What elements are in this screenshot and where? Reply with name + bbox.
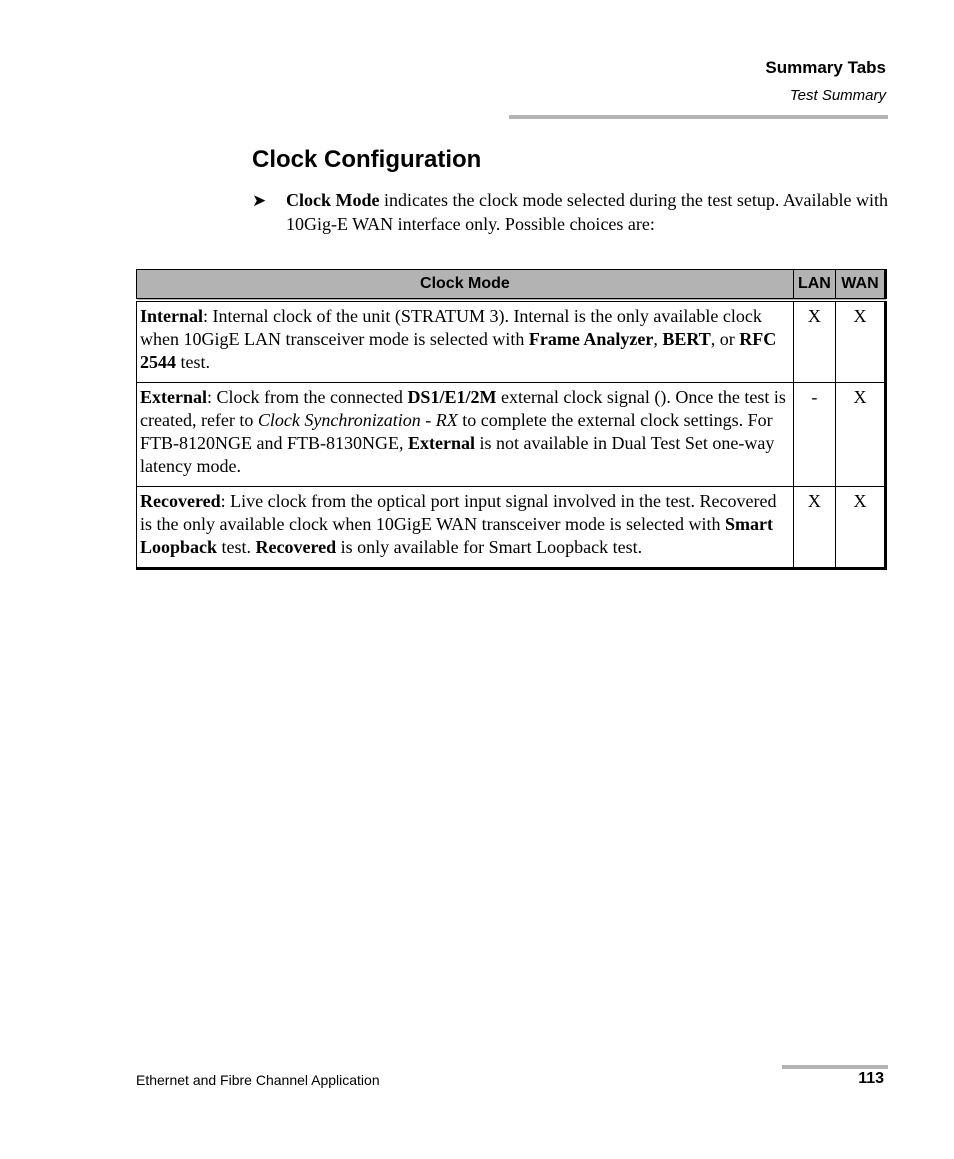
page-title: Clock Configuration — [252, 146, 482, 173]
header-wan: WAN — [835, 270, 885, 301]
intro-term: Clock Mode — [286, 190, 380, 210]
table-row-recovered — [137, 487, 886, 569]
intro-description: indicates the clock mode selected during the test setup. Available with 10Gig-E WAN interface only. Possible choices are: — [286, 190, 889, 234]
intro-bullet — [252, 188, 892, 236]
table-header-row — [137, 270, 886, 301]
running-header — [765, 57, 886, 107]
header-clock-mode: Clock Mode — [137, 270, 794, 301]
page-number: 113 — [858, 1070, 884, 1087]
section-subtitle: Test Summary — [789, 87, 886, 104]
row-text: test. — [217, 537, 256, 557]
section-title: Summary Tabs — [765, 58, 886, 77]
row-term: External — [140, 387, 207, 407]
row-italic-reference: Clock Synchronization - RX — [257, 410, 458, 430]
row-bold: Smart Loopback — [140, 514, 773, 557]
row-text: external clock signal (). Once the test is created, refer to — [140, 387, 786, 430]
row-text: is only available for Smart Loopback test. — [336, 537, 643, 557]
clock-mode-table — [136, 269, 887, 570]
lan-availability: - — [793, 383, 835, 487]
row-text: to complete the external clock settings. For FTB-8120NGE and FTB-8130NGE, — [140, 410, 773, 453]
row-bold: DS1/E1/2M — [407, 387, 497, 407]
row-description — [137, 300, 794, 383]
header-rule — [509, 115, 888, 119]
lan-availability: X — [793, 300, 835, 383]
row-term: Recovered — [140, 491, 221, 511]
row-description — [137, 383, 794, 487]
header-lan: LAN — [793, 270, 835, 301]
row-description — [137, 487, 794, 569]
row-bold: Frame Analyzer — [528, 329, 654, 349]
row-bold: External — [408, 433, 475, 453]
row-text: test. — [176, 352, 210, 372]
wan-availability: X — [835, 300, 885, 383]
table-row-internal — [137, 300, 886, 383]
table-row-external — [137, 383, 886, 487]
intro-text — [286, 188, 892, 236]
lan-availability: X — [793, 487, 835, 569]
row-bold: Recovered — [255, 537, 337, 557]
row-text: , or — [710, 329, 740, 349]
wan-availability: X — [835, 383, 885, 487]
row-bold: RFC 2544 — [140, 329, 777, 372]
row-text: : Clock from the connected — [207, 387, 408, 407]
arrow-bullet-icon: ➤ — [252, 191, 267, 210]
row-text: : Internal clock of the unit (STRATUM 3). Internal is the only available clock when 10GigE LAN transceiver mode is selected with — [140, 306, 762, 349]
row-text: : Live clock from the optical port input signal involved in the test. Recovered is the only available clock when 10GigE WAN transceiver mode is selected with — [140, 491, 777, 534]
row-text: is not available in Dual Test Set one-way latency mode. — [140, 433, 775, 476]
row-term: Internal — [140, 306, 203, 326]
row-text: , — [653, 329, 663, 349]
wan-availability: X — [835, 487, 885, 569]
footer-doc-title: Ethernet and Fibre Channel Application — [136, 1072, 380, 1088]
row-bold: BERT — [662, 329, 711, 349]
